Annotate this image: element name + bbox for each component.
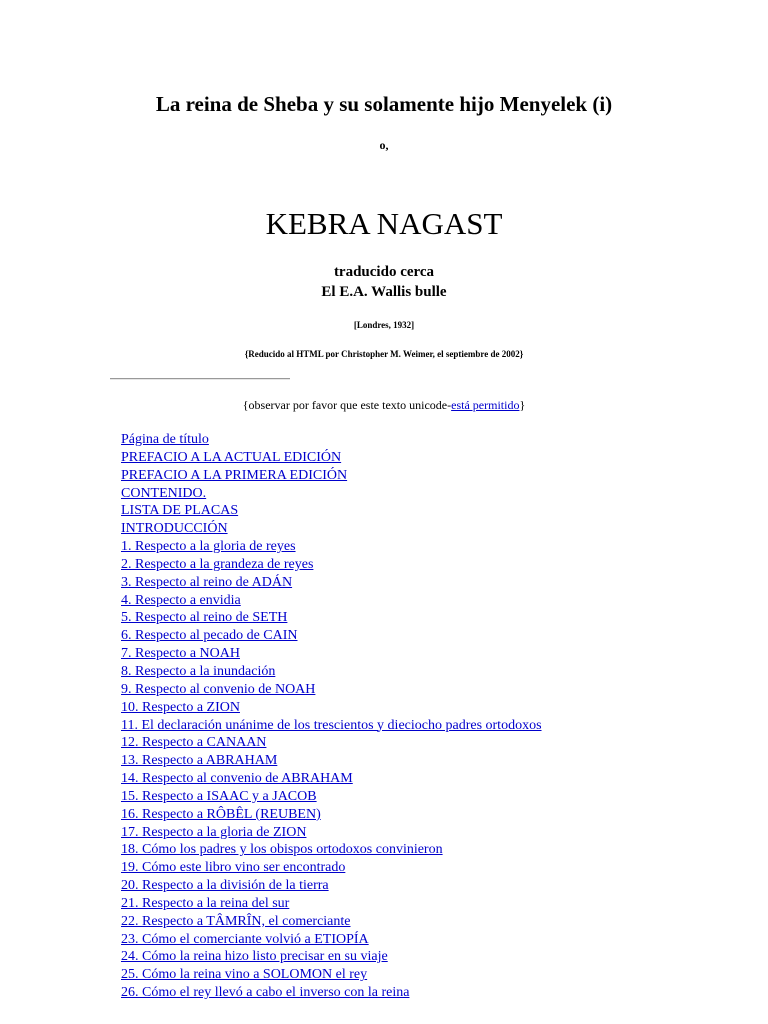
main-title: KEBRA NAGAST [265, 206, 503, 241]
toc-link[interactable]: 3. Respecto al reino de ADÁN [121, 574, 293, 590]
toc-item [121, 663, 542, 681]
toc-link[interactable]: 23. Cómo el comerciante volvió a ETIOPÍA [121, 931, 369, 947]
toc-link[interactable]: 5. Respecto al reino de SETH [121, 610, 288, 626]
translator-block [0, 262, 768, 302]
toc-item [121, 948, 542, 966]
html-credit: {Reducido al HTML por Christopher M. Weimer, el septiembre de 2002} [244, 349, 524, 359]
toc-link[interactable]: 20. Respecto a la división de la tierra [121, 878, 329, 894]
toc-item [121, 895, 542, 913]
toc-link[interactable]: 4. Respecto a envidia [121, 592, 241, 608]
toc-item [121, 806, 542, 824]
toc-item [121, 467, 542, 485]
toc-item [121, 431, 542, 449]
toc-link[interactable]: PREFACIO A LA ACTUAL EDICIÓN [121, 449, 342, 465]
toc-link[interactable]: 9. Respecto al convenio de NOAH [121, 681, 316, 697]
toc-link[interactable]: 22. Respecto a TÂMRÎN, el comerciante [121, 913, 351, 929]
toc-link[interactable]: INTRODUCCIÓN [121, 521, 228, 537]
toc-link[interactable]: 13. Respecto a ABRAHAM [121, 753, 278, 769]
document-title: La reina de Sheba y su solamente hijo Menyelek (i) [155, 92, 613, 116]
toc-link[interactable]: 19. Cómo este libro vino ser encontrado [121, 860, 346, 876]
publication-place: [Londres, 1932] [353, 320, 415, 330]
toc-link[interactable]: 10. Respecto a ZION [121, 699, 240, 715]
toc-item [121, 627, 542, 645]
toc-item [121, 645, 542, 663]
toc-item [121, 966, 542, 984]
toc-item [121, 931, 542, 949]
toc-item [121, 699, 542, 717]
toc-link[interactable]: PREFACIO A LA PRIMERA EDICIÓN [121, 467, 348, 483]
horizontal-rule [110, 378, 290, 380]
toc-item [121, 877, 542, 895]
toc-item [121, 752, 542, 770]
toc-item [121, 841, 542, 859]
toc-item [121, 770, 542, 788]
toc-item [121, 681, 542, 699]
toc-link[interactable]: 17. Respecto a la gloria de ZION [121, 824, 307, 840]
toc-link[interactable]: 21. Respecto a la reina del sur [121, 895, 290, 911]
toc-link[interactable]: 25. Cómo la reina vino a SOLOMON el rey [121, 967, 368, 983]
toc-item [121, 574, 542, 592]
toc-item [121, 485, 542, 503]
toc-item [121, 734, 542, 752]
translated-by-label: traducido cerca [333, 264, 435, 280]
toc-link[interactable]: 18. Cómo los padres y los obispos ortodoxos convinieron [121, 842, 443, 858]
toc-item [121, 592, 542, 610]
toc-link[interactable]: 14. Respecto al convenio de ABRAHAM [121, 771, 353, 787]
toc-item [121, 788, 542, 806]
toc-item [121, 538, 542, 556]
toc-link[interactable]: 2. Respecto a la grandeza de reyes [121, 556, 314, 572]
toc-link[interactable]: 7. Respecto a NOAH [121, 646, 240, 662]
toc-link[interactable]: 12. Respecto a CANAAN [121, 735, 267, 751]
toc-link[interactable]: CONTENIDO. [121, 485, 207, 501]
toc-link[interactable]: 1. Respecto a la gloria de reyes [121, 539, 296, 555]
toc-item [121, 449, 542, 467]
toc-item [121, 502, 542, 520]
toc-link[interactable]: 16. Respecto a RÔBÊL (REUBEN) [121, 806, 321, 822]
toc-link[interactable]: Página de título [121, 432, 209, 447]
unicode-permitted-link[interactable]: está permitido [451, 398, 520, 412]
toc-link[interactable]: 15. Respecto a ISAAC y a JACOB [121, 788, 317, 804]
unicode-note-prefix: {observar por favor que este texto unicode- [242, 398, 452, 412]
toc-link[interactable]: 26. Cómo el rey llevó a cabo el inverso con la reina [121, 985, 410, 1001]
toc-link[interactable]: 24. Cómo la reina hizo listo precisar en su viaje [121, 949, 388, 965]
unicode-note-suffix: } [519, 398, 526, 412]
toc-item [121, 824, 542, 842]
translator-name: El E.A. Wallis bulle [321, 284, 447, 300]
toc-link[interactable]: 11. El declaración unánime de los trescientos y dieciocho padres ortodoxos [121, 717, 542, 733]
toc-item [121, 859, 542, 877]
toc-item [121, 520, 542, 538]
table-of-contents [121, 431, 542, 1002]
or-line: o, [379, 138, 389, 152]
toc-item [121, 556, 542, 574]
toc-link[interactable]: 6. Respecto al pecado de CAIN [121, 628, 298, 644]
toc-item [121, 984, 542, 1002]
toc-item [121, 609, 542, 627]
unicode-note [0, 398, 768, 413]
toc-link[interactable]: LISTA DE PLACAS [121, 503, 239, 519]
toc-item [121, 717, 542, 735]
toc-link[interactable]: 8. Respecto a la inundación [121, 663, 276, 679]
toc-item [121, 913, 542, 931]
